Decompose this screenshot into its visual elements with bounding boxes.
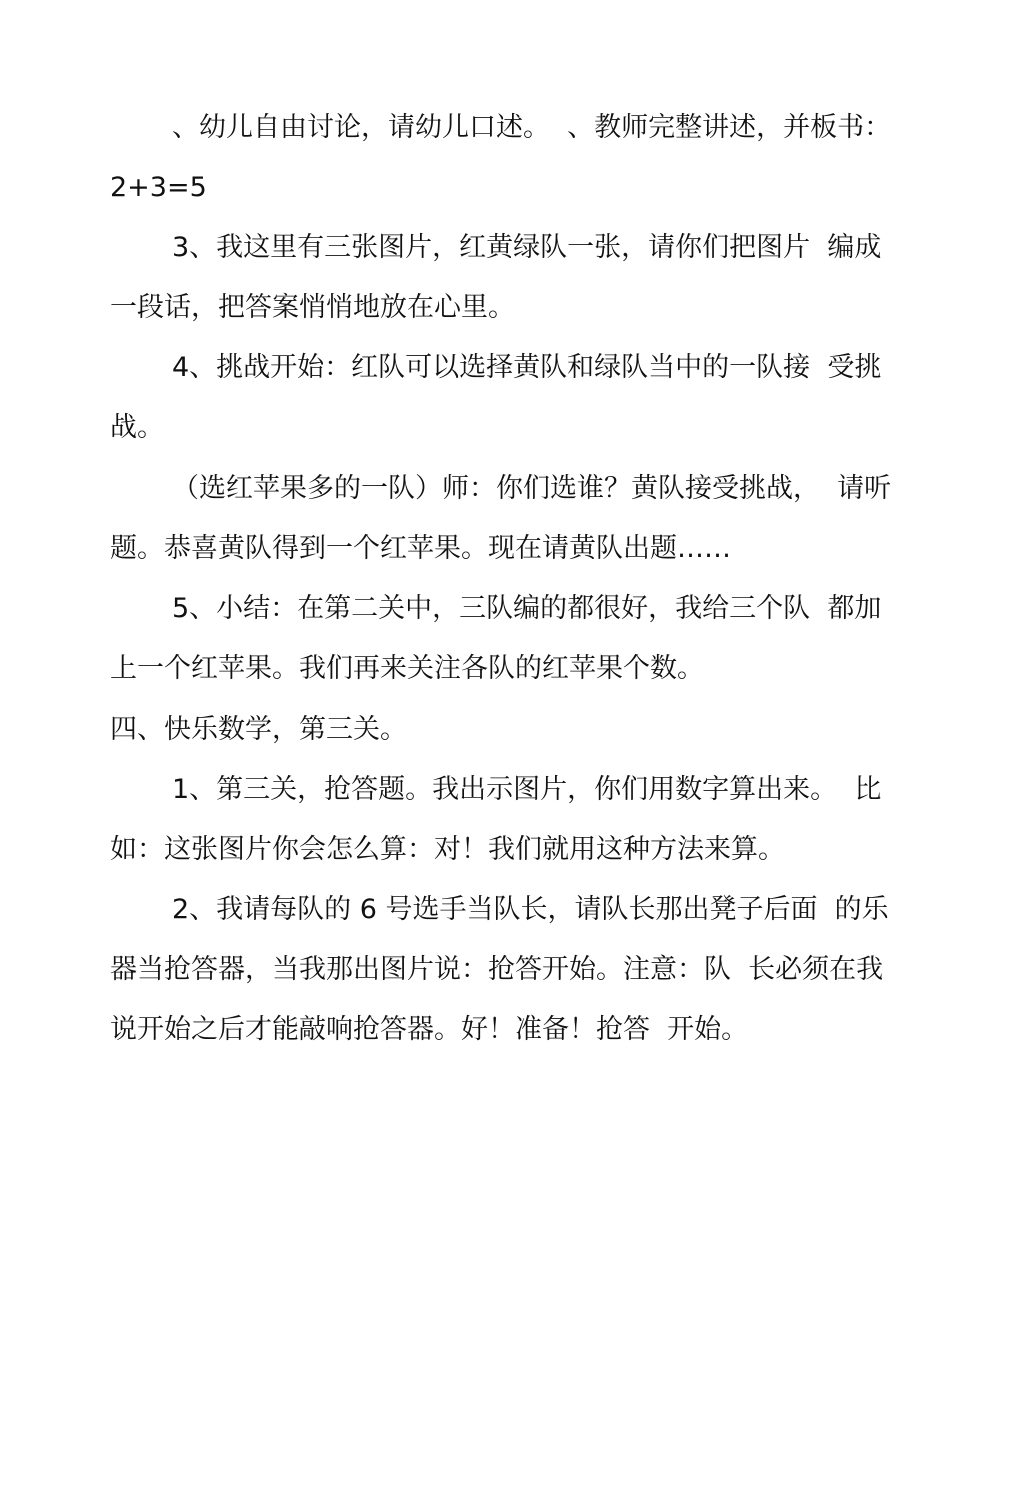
text-line-13: 如：这张图片你会怎么算：对！我们就用这种方法来算。: [110, 834, 785, 865]
text-line-7: （选红苹果多的一队）师：你们选谁？黄队接受挑战， 请听: [172, 473, 892, 504]
text-line-2: 2+3=5: [110, 172, 207, 203]
text-line-14: 2、我请每队的 6 号选手当队长，请队长那出凳子后面 的乐: [172, 894, 889, 925]
text-line-1: 、幼儿自由讨论，请幼儿口述。 、教师完整讲述，并板书：: [172, 112, 892, 143]
text-line-12: 1、第三关，抢答题。我出示图片，你们用数字算出来。 比: [172, 774, 882, 805]
text-line-5: 4、挑战开始：红队可以选择黄队和绿队当中的一队接 受挑: [172, 352, 882, 383]
text-line-15: 器当抢答器，当我那出图片说：抢答开始。注意：队 长必须在我: [110, 954, 884, 985]
text-line-10: 上一个红苹果。我们再来关注各队的红苹果个数。: [110, 653, 704, 684]
text-line-9: 5、小结：在第二关中，三队编的都很好，我给三个队 都加: [172, 593, 882, 624]
text-line-3: 3、我这里有三张图片，红黄绿队一张，请你们把图片 编成: [172, 232, 882, 263]
text-line-4: 一段话，把答案悄悄地放在心里。: [110, 292, 515, 323]
text-line-16: 说开始之后才能敲响抢答器。好！准备！抢答 开始。: [110, 1014, 749, 1045]
text-line-8: 题。恭喜黄队得到一个红苹果。现在请黄队出题……: [110, 533, 731, 564]
text-line-6: 战。: [110, 412, 164, 443]
section-heading-4: 四、快乐数学，第三关。: [110, 714, 407, 745]
